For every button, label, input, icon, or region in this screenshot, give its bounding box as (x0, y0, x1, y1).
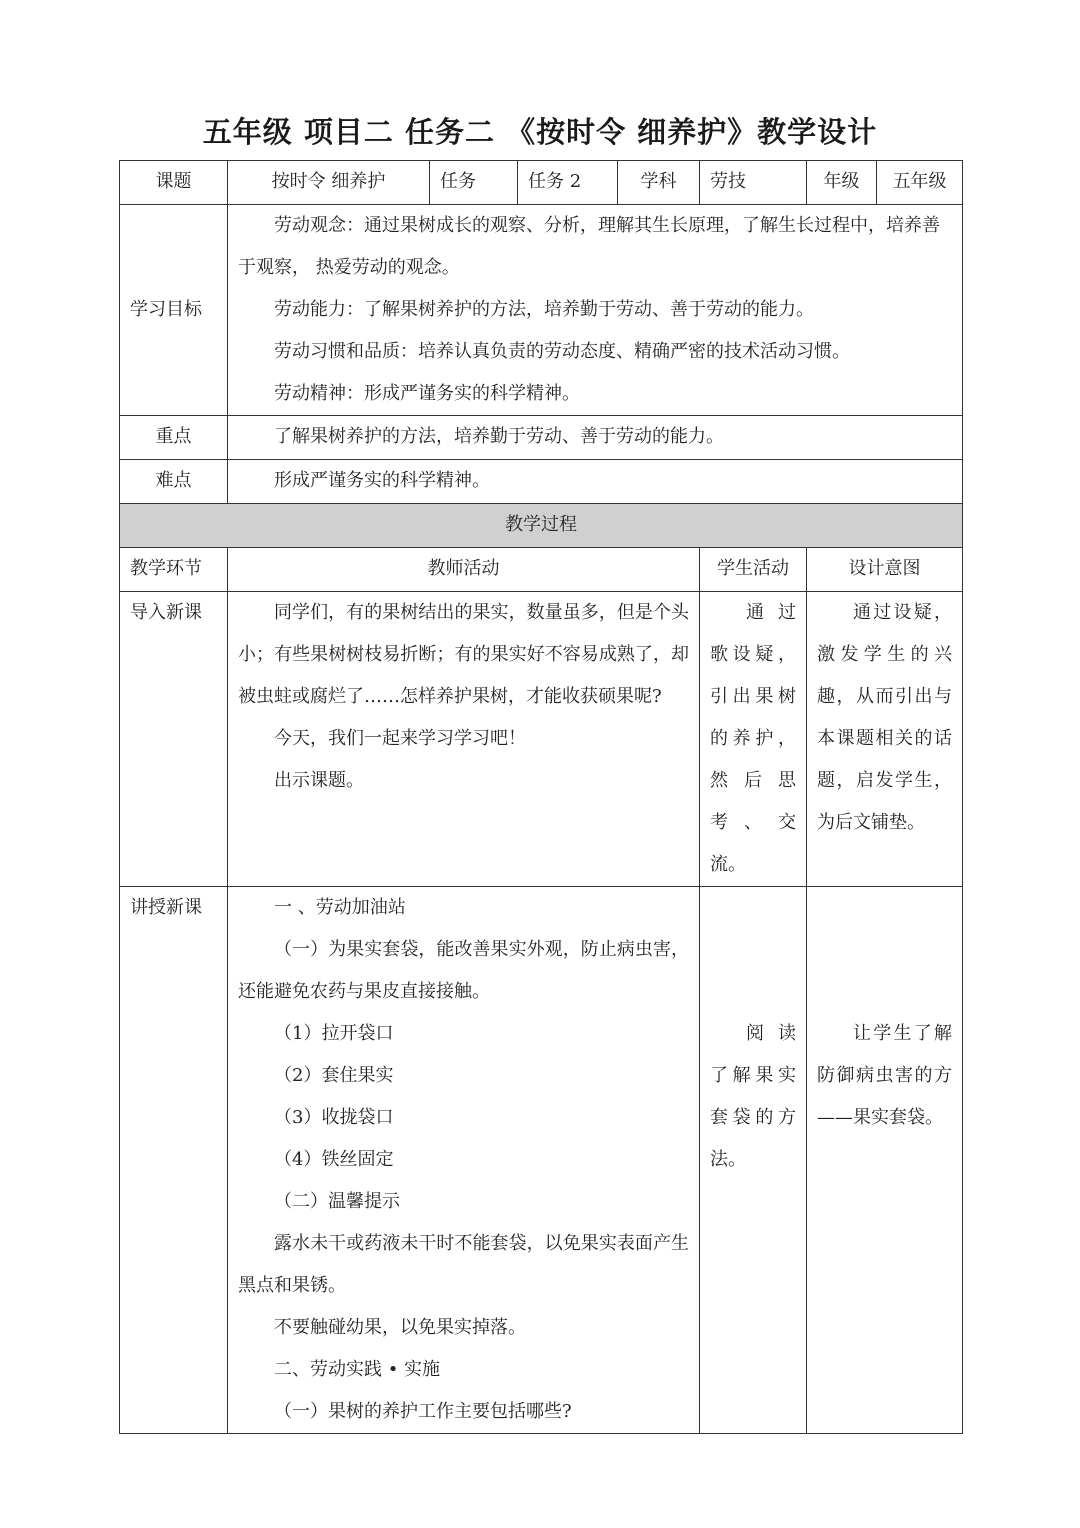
stage-cell: 导入新课 (120, 592, 228, 887)
teacher-line: （3）收拢袋口 (274, 1107, 394, 1128)
student-text: 阅读了解果实套袋的方法。 (710, 1023, 796, 1170)
difficulty-label: 难点 (120, 460, 228, 504)
topic-label: 课题 (120, 161, 228, 205)
intent-cell (807, 887, 963, 1434)
column-header-row (120, 548, 963, 592)
teacher-line: 不要触碰幼果，以免果实掉落。 (274, 1317, 526, 1338)
objective-line: 劳动能力：了解果树养护的方法，培养勤于劳动、善于劳动的能力。 (274, 299, 814, 320)
col-intent-header: 设计意图 (807, 548, 963, 592)
teacher-line: 一 、劳动加油站 (274, 897, 406, 918)
info-row (120, 161, 963, 205)
lesson-plan-table (119, 160, 963, 1434)
objective-line: 劳动精神：形成严谨务实的科学精神。 (274, 383, 580, 404)
col-student-header: 学生活动 (700, 548, 807, 592)
stage-cell: 讲授新课 (120, 887, 228, 1434)
teacher-activity-cell (228, 592, 700, 887)
subject-label: 学科 (618, 161, 700, 205)
student-text: 通过歌设疑，引出果树的养护，然后思考、交流。 (710, 602, 796, 875)
teacher-line: （1）拉开袋口 (274, 1023, 394, 1044)
key-point-label: 重点 (120, 416, 228, 460)
difficulty-value: 形成严谨务实的科学精神。 (274, 470, 490, 491)
objectives-content (228, 205, 963, 416)
difficulty-text (228, 460, 963, 504)
key-point-value: 了解果树养护的方法，培养勤于劳动、善于劳动的能力。 (274, 426, 724, 447)
objective-line: 劳动习惯和品质：培养认真负责的劳动态度、精确严密的技术活动习惯。 (274, 341, 850, 362)
student-activity-cell (700, 887, 807, 1434)
key-point-row (120, 416, 963, 460)
table-row (120, 887, 963, 1434)
key-point-text (228, 416, 963, 460)
objective-line: 劳动观念：通过果树成长的观察、分析，理解其生长原理，了解生长过程中，培养善于观察， 热爱劳动的观念。 (238, 215, 940, 278)
col-teacher-header: 教师活动 (228, 548, 700, 592)
intent-cell (807, 592, 963, 887)
teacher-line: 露水未干或药液未干时不能套袋，以免果实表面产生黑点和果锈。 (238, 1233, 689, 1296)
col-stage-header: 教学环节 (120, 548, 228, 592)
teacher-line: 今天，我们一起来学习学习吧！ (274, 728, 526, 749)
student-activity-cell (700, 592, 807, 887)
process-header-row (120, 504, 963, 548)
teacher-line: （一）果树的养护工作主要包括哪些? (274, 1401, 572, 1422)
teacher-line: 二、劳动实践 • 实施 (274, 1359, 441, 1380)
teacher-line: （2）套住果实 (274, 1065, 394, 1086)
teacher-line: （4）铁丝固定 (274, 1149, 394, 1170)
subject-value: 劳技 (700, 161, 807, 205)
process-header: 教学过程 (120, 504, 963, 548)
difficulty-row (120, 460, 963, 504)
teacher-activity-cell (228, 887, 700, 1434)
teacher-line: 出示课题。 (274, 770, 364, 791)
teacher-line: （一）为果实套袋，能改善果实外观，防止病虫害，还能避免农药与果皮直接接触。 (238, 939, 689, 1002)
table-row (120, 592, 963, 887)
grade-label: 年级 (807, 161, 877, 205)
objectives-row (120, 205, 963, 416)
intent-text: 通过设疑，激发学生的兴趣，从而引出与本课题相关的话题，启发学生，为后文铺垫。 (817, 602, 952, 833)
task-label: 任务 (430, 161, 518, 205)
teacher-line: （二）温馨提示 (274, 1191, 400, 1212)
objectives-label: 学习目标 (120, 205, 228, 416)
teacher-line: 同学们，有的果树结出的果实，数量虽多，但是个头小；有些果树树枝易折断；有的果实好不容易成熟了，却被虫蛀或腐烂了……怎样养护果树，才能收获硕果呢? (238, 602, 689, 707)
task-value: 任务 2 (518, 161, 618, 205)
document-title: 五年级 项目二 任务二 《按时令 细养护》教学设计 (202, 115, 878, 149)
grade-value: 五年级 (877, 161, 963, 205)
intent-text: 让学生了解防御病虫害的方——果实套袋。 (817, 1023, 952, 1128)
topic-value: 按时令 细养护 (228, 161, 430, 205)
